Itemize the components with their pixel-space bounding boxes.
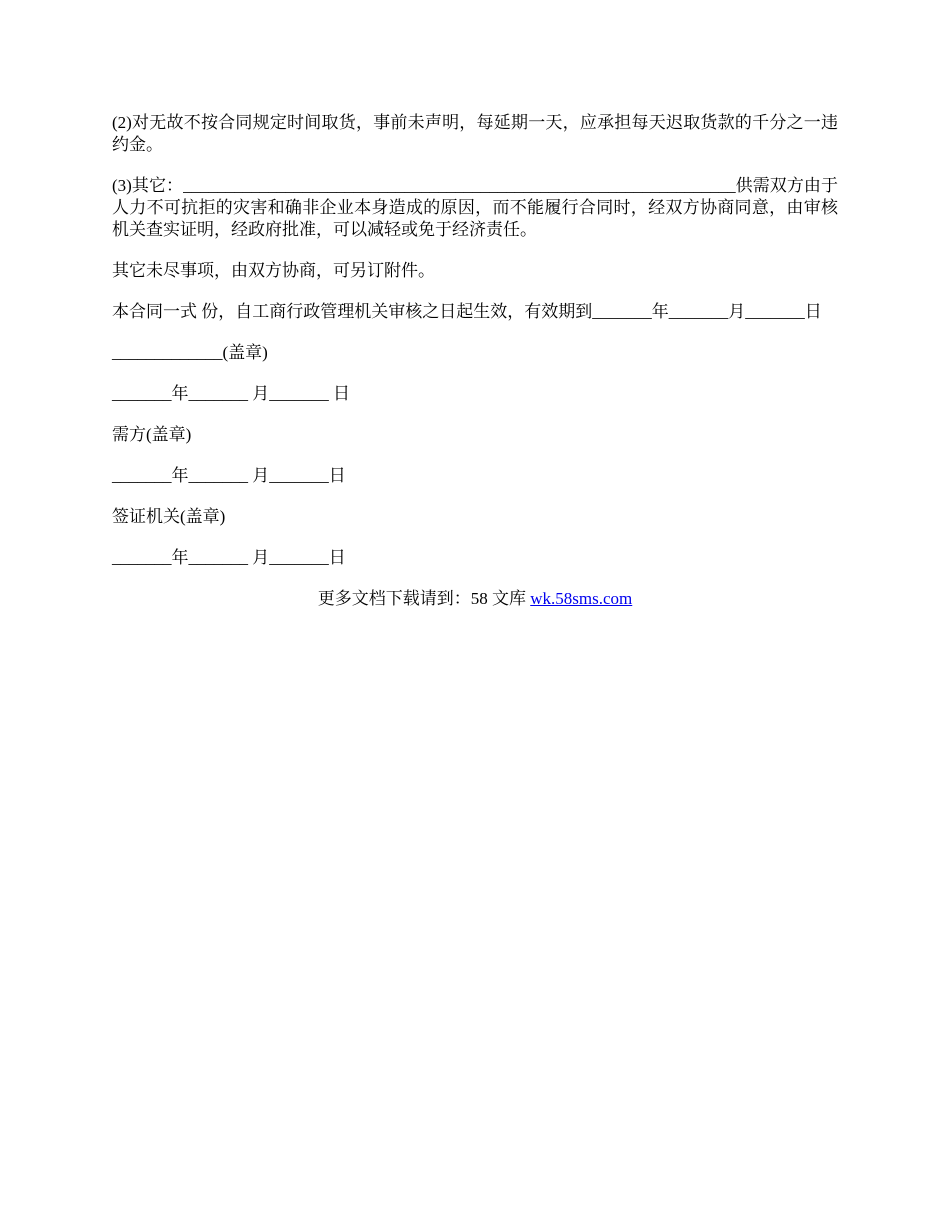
buyer-seal: 需方(盖章): [112, 425, 192, 444]
document-page: [112, 112, 838, 629]
buyer-date: _______年_______ 月_______日: [112, 466, 346, 485]
clause-3: (3)其它：_________________________________________________________________供需双方由于人力不可抗拒的灾害和确非企业本身造成的原因，而不能履行合同时，经双方协商同意，由审核机关查实证明，经政府批准，可以减轻或免于经济责任。: [112, 176, 838, 239]
other-matters: 其它未尽事项，由双方协商，可另订附件。: [112, 261, 435, 280]
authority-date: _______年_______ 月_______日: [112, 548, 346, 567]
supplier-seal: _____________(盖章): [112, 343, 268, 362]
supplier-date: _______年_______ 月_______ 日: [112, 384, 350, 403]
footer-link[interactable]: wk.58sms.com: [530, 589, 633, 608]
footer-prefix: 更多文档下载请到：58 文库: [317, 589, 531, 608]
authority-seal: 签证机关(盖章): [112, 507, 226, 526]
clause-2: (2)对无故不按合同规定时间取货，事前未声明，每延期一天，应承担每天迟取货款的千分之一违约金。: [112, 113, 838, 154]
footer-note: [112, 588, 838, 610]
validity-clause: 本合同一式 份，自工商行政管理机关审核之日起生效，有效期到_______年_______月_______日: [112, 302, 822, 321]
